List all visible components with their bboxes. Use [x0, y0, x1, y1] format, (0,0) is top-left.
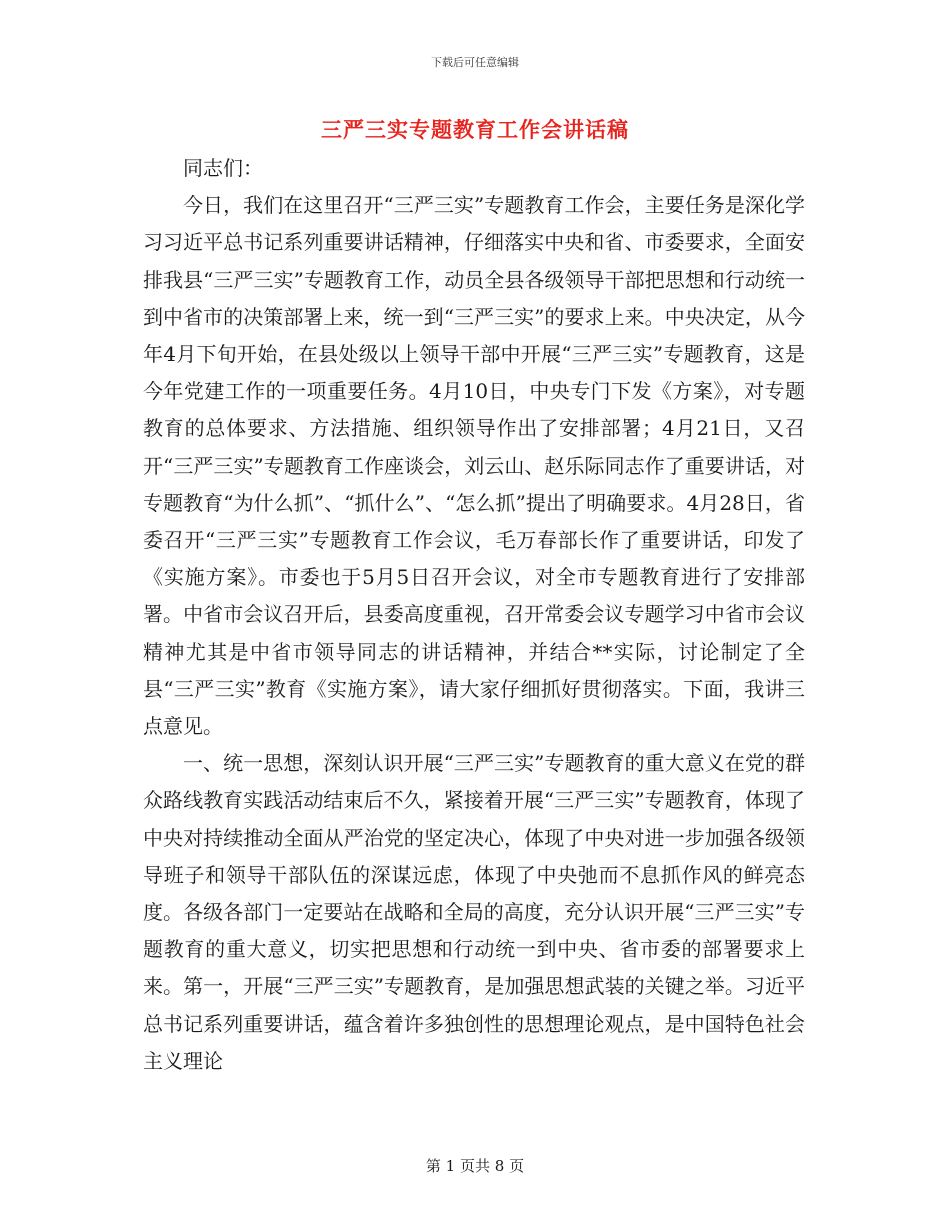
intro-paragraph: 今日，我们在这里召开“三严三实”专题教育工作会，主要任务是深化学习习近平总书记系列重要讲话精神，仔细落实中央和省、市委要求，全面安排我县“三严三实”专题教育工作，动员全县各级领导干部把思想和行动统一到中省市的决策部署上来，统一到“三严三实”的要求上来。中央决定，从今年4月下旬开始，在县处级以上领导干部中开展“三严三实”专题教育，这是今年党建工作的一项重要任务。4月10日，中央专门下发《方案》，对专题教育的总体要求、方法措施、组织领导作出了安排部署；4月21日，又召开“三严三实”专题教育工作座谈会，刘云山、赵乐际同志作了重要讲话，对专题教育“为什么抓”、“抓什么”、“怎么抓”提出了明确要求。4月28日，省委召开“三严三实”专题教育工作会议，毛万春部长作了重要讲话，印发了《实施方案》。市委也于5月5日召开会议，对全市专题教育进行了安排部署。中省市会议召开后，县委高度重视，召开常委会议专题学习中省市会议精神尤其是中省市领导同志的讲话精神，并结合**实际，讨论制定了全县“三严三实”教育《实施方案》，请大家仔细抓好贯彻落实。下面，我讲三点意见。	[143, 193, 805, 739]
salutation-paragraph: 同志们：	[183, 156, 263, 180]
document-body	[143, 150, 805, 1080]
section-one-paragraph: 一、统一思想，深刻认识开展“三严三实”专题教育的重大意义在党的群众路线教育实践活动结束后不久，紧接着开展“三严三实”专题教育，体现了中央对持续推动全面从严治党的坚定决心，体现了中央对进一步加强各级领导班子和领导干部队伍的深谋远虑，体现了中央弛而不息抓作风的鲜亮态度。各级各部门一定要站在战略和全局的高度，充分认识开展“三严三实”专题教育的重大意义，切实把思想和行动统一到中央、省市委的部署要求上来。第一，开展“三严三实”专题教育，是加强思想武装的关键之举。习近平总书记系列重要讲话，蕴含着许多独创性的思想理论观点，是中国特色社会主义理论	[143, 751, 805, 1073]
header-note: 下载后可任意编辑	[431, 56, 519, 69]
page-footer: 第 1 页共 8 页	[425, 1157, 525, 1175]
document-title: 三严三实专题教育工作会讲话稿	[321, 117, 629, 142]
